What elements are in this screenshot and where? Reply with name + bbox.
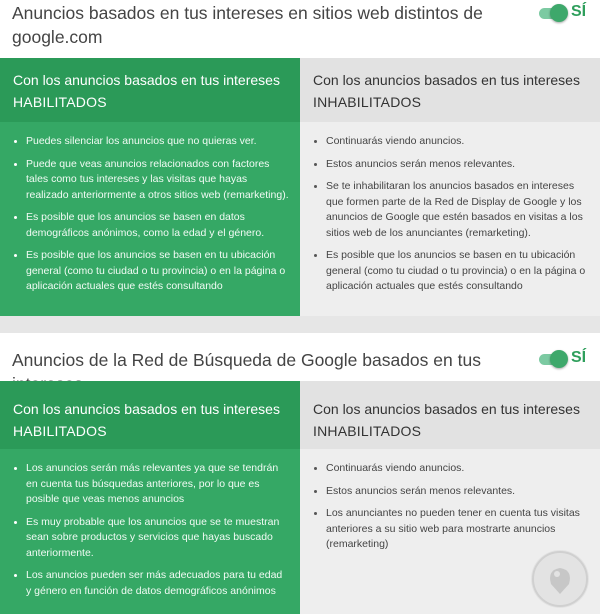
enabled-heading [0,381,300,449]
disabled-heading-state: INHABILITADOS [313,423,422,439]
enabled-panel [0,381,300,614]
list-item: Puedes silenciar los anuncios que no quieras ver. [13,134,290,150]
disabled-heading-text: Con los anuncios basados en tus intereses [313,401,580,417]
disabled-list [300,449,600,553]
toggle-thumb [550,350,568,368]
enabled-list [0,122,300,295]
disabled-heading [300,381,600,449]
enabled-panel [0,58,300,316]
setting-header [0,0,600,58]
list-item: Los anunciantes no pueden tener en cuenta tus visitas anteriores a su sitio web para mostrarte anuncios (remarketing) [313,506,590,553]
toggle-label: SÍ [571,349,587,366]
comparison-panels [0,381,600,614]
disabled-heading-text: Con los anuncios basados en tus intereses [313,72,580,88]
list-item: Continuarás viendo anuncios. [313,461,590,477]
comparison-panels [0,58,600,316]
watermark-logo [531,550,589,608]
disabled-list [300,122,600,295]
enabled-heading [0,58,300,122]
disabled-panel [300,58,600,316]
list-item: Es posible que los anuncios se basen en tu ubicación general (como tu ciudad o tu provincia) o en la página o aplicación actuales que estés consultando [13,248,290,295]
enabled-heading-state: HABILITADOS [13,423,107,439]
disabled-heading [300,58,600,122]
list-item: Es muy probable que los anuncios que se te muestran sean sobre productos y servicios que hayas buscado anteriormente. [13,515,290,562]
list-item: Se te inhabilitaran los anuncios basados en intereses que formen parte de la Red de Display de Google y los anuncios de Google que estén basados en visitas a los sitios web de los anunciantes (remarketing). [313,179,590,241]
setting-title: Anuncios basados en tus intereses en sitios web distintos de google.com [12,3,483,47]
enabled-heading-text: Con los anuncios basados en tus intereses [13,401,280,417]
setting-header [0,333,600,381]
list-item: Estos anuncios serán menos relevantes. [313,484,590,500]
toggle-label: SÍ [571,3,587,20]
list-item: Es posible que los anuncios se basen en tu ubicación general (como tu ciudad o tu provincia) o en la página o aplicación actuales que estés consultando [313,248,590,295]
disabled-heading-state: INHABILITADOS [313,94,422,110]
list-item: Estos anuncios serán menos relevantes. [313,157,590,173]
search-ads-toggle[interactable] [537,347,600,371]
watermark-icon [531,550,589,608]
enabled-heading-text: Con los anuncios basados en tus intereses [13,72,280,88]
setting-title: Anuncios de la Red de Búsqueda de Google basados en tus [12,350,481,370]
list-item: Puede que veas anuncios relacionados con factores tales como tus intereses y las visitas que hayas realizado anteriormente a otros sitios web (remarketing). [13,157,290,204]
list-item: Los anuncios serán más relevantes ya que se tendrán en cuenta tus búsquedas anteriores, por lo que es posible que veas menos anuncios [13,461,290,508]
list-item: Continuarás viendo anuncios. [313,134,590,150]
interest-ads-toggle[interactable] [537,1,600,25]
enabled-list [0,449,300,599]
list-item: Es posible que los anuncios se basen en datos demográficos anónimos, como la edad y el género. [13,210,290,241]
toggle-thumb [550,4,568,22]
list-item: Los anuncios pueden ser más adecuados para tu edad y género en función de datos demográficos anónimos [13,568,290,599]
setting-card-search-network [0,333,600,614]
enabled-heading-state: HABILITADOS [13,94,107,110]
